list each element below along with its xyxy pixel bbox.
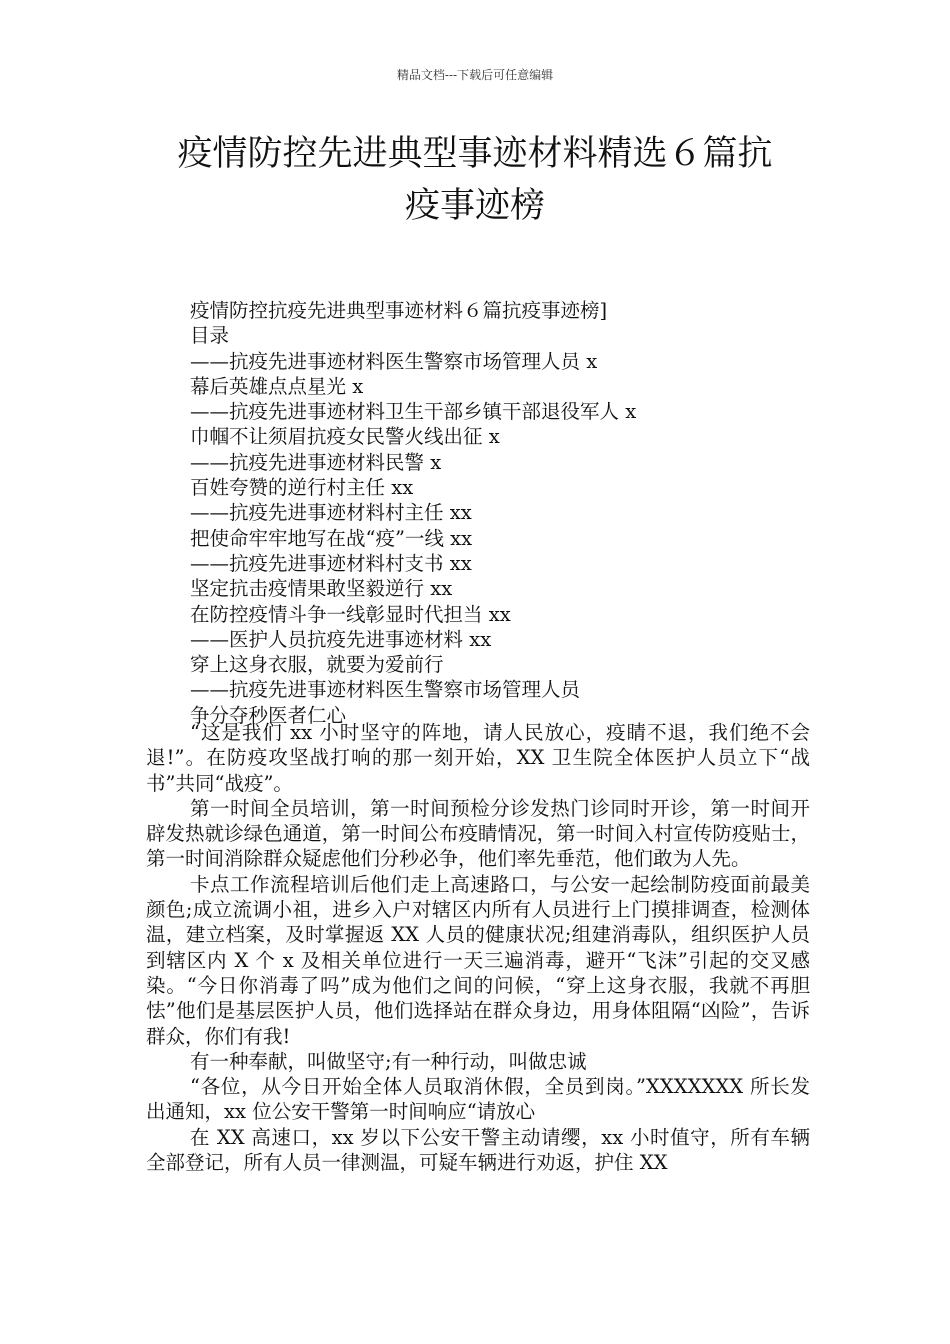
- toc-line: 坚定抗击疫情果敢坚毅逆行 xx: [190, 577, 453, 601]
- toc-line: 百姓夸赞的逆行村主任 xx: [190, 476, 414, 500]
- document-title: [120, 128, 830, 232]
- page-header: 精品文档---下载后可任意编辑: [396, 68, 554, 82]
- toc-line: 把使命牢牢地写在战“疫”一线 xx: [190, 526, 473, 550]
- toc-line: ——抗疫先进事迹材料村支书 xx: [190, 551, 472, 575]
- toc-line: ——抗疫先进事迹材料医生警察市场管理人员 x: [190, 349, 598, 373]
- body-paragraph: 卡点工作流程培训后他们走上高速路口，与公安一起绘制防疫面前最美颜色;成立流调小祖，进乡入户对辖区内所有人员进行上门摸排调查，检测体温，建立档案，及时掌握返 XX 人员的健康状况;组建消毒队，组织医护人员到辖区内 X 个 x 及相关单位进行一天三遍消毒，避开“飞沫”引起的交叉感染。“今日你消毒了吗”成为他们之间的问候，“穿上这身衣服，我就不再胆怯”他们是基层医护人员，他们选择站在群众身边，用身体阻隔“凶险”，告诉群众，你们有我!: [146, 872, 810, 1048]
- toc-line: 目录: [190, 324, 230, 348]
- body-paragraph: 有一种奉献，叫做坚守;有一种行动，叫做忠诚: [190, 1049, 587, 1073]
- body-paragraph: 在 XX 高速口，xx 岁以下公安干警主动请缨，xx 小时值守，所有车辆全部登记，所有人员一律测温，可疑车辆进行劝返，护住 XX: [146, 1125, 810, 1175]
- title-line: 疫情防控先进典型事迹材料精选６篇抗: [177, 134, 773, 174]
- toc-line: ——抗疫先进事迹材料村主任 xx: [190, 501, 472, 525]
- toc-line: ——抗疫先进事迹材料医生警察市场管理人员: [190, 678, 581, 702]
- toc-line: 穿上这身衣服，就要为爱前行: [190, 653, 444, 677]
- body-paragraph: “这是我们 xx 小时坚守的阵地，请人民放心，疫睛不退，我们绝不会退!”。在防疫攻坚战打响的那一刻开始，XX 卫生院全体医护人员立下“战书”共同“战疫”。: [146, 721, 810, 795]
- toc-line: 幕后英雄点点星光 x: [190, 374, 364, 398]
- body-paragraph: 第一时间全员培训，第一时间预检分诊发热门诊同时开诊，第一时间开辟发热就诊绿色通道，第一时间公布疫睛情况，第一时间入村宣传防疫贴士，第一时间消除群众疑虑他们分秒必争，他们率先垂范，他们敢为人先。: [146, 796, 810, 871]
- toc-line: 争分夺秒医者仁心: [190, 703, 347, 727]
- document-body: [146, 720, 810, 1175]
- toc-line: ——医护人员抗疫先进事迹材料 xx: [190, 627, 492, 651]
- toc-line: ——抗疫先进事迹材料卫生干部乡镇干部退役军人 x: [190, 400, 637, 424]
- toc-line: 疫情防控抗疫先进典型事迹材料６篇抗疫事迹榜]: [190, 299, 608, 322]
- table-of-contents: [190, 298, 830, 728]
- body-paragraph: “各位，从今日开始全体人员取消休假，全员到岗。”XXXXXXX 所长发出通知，xx 位公安干警第一时间响应“请放心: [146, 1075, 810, 1124]
- toc-line: ——抗疫先进事迹材料民警 x: [190, 450, 442, 474]
- title-line: 疫事迹榜: [404, 186, 545, 226]
- toc-line: 巾帼不让须眉抗疫女民警火线出征 x: [190, 425, 500, 449]
- toc-line: 在防控疫情斗争一线彰显时代担当 xx: [190, 602, 511, 626]
